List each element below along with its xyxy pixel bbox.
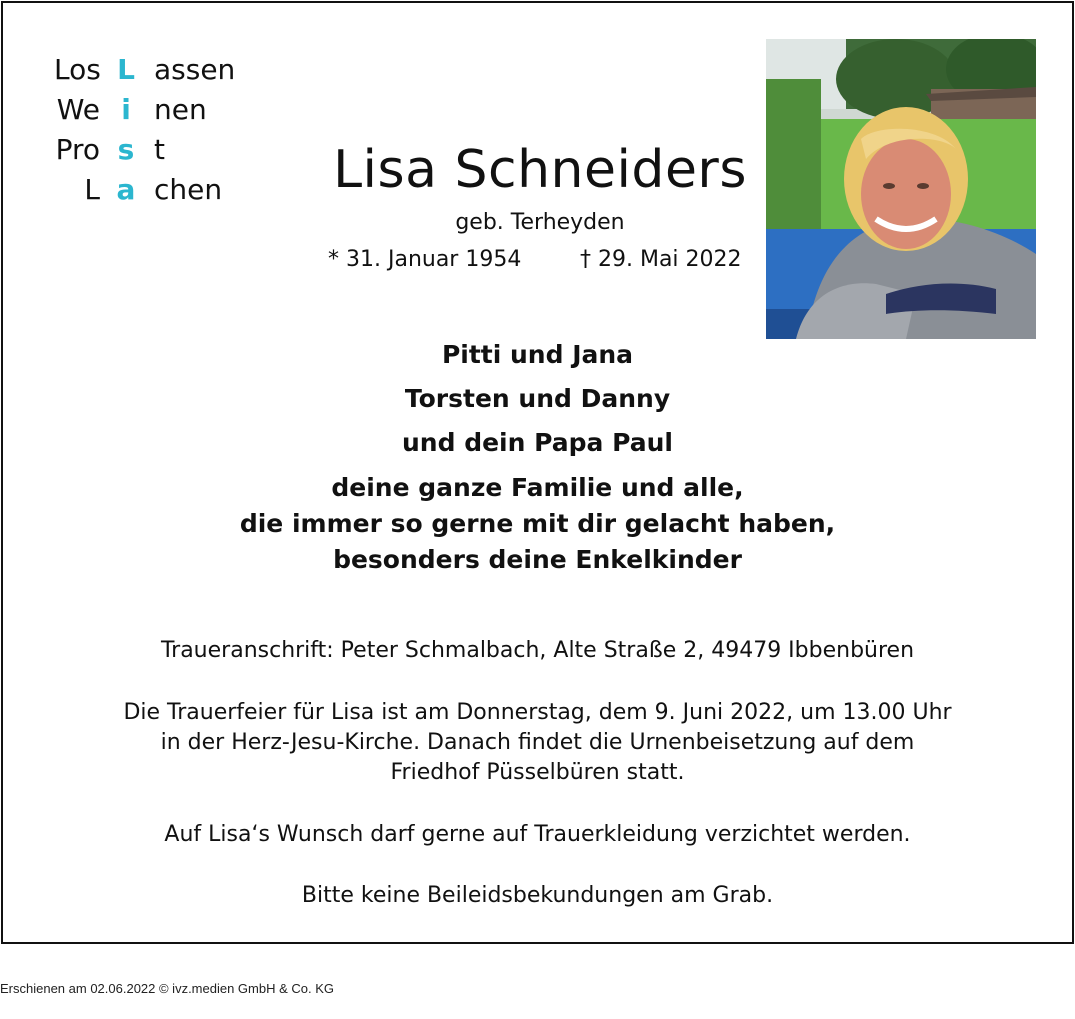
ceremony-line: Friedhof Püsselbüren statt. xyxy=(390,760,685,785)
acrostic-prefix: Pro xyxy=(55,133,100,166)
acrostic-prefix: We xyxy=(56,93,100,126)
mourner-line: und dein Papa Paul xyxy=(402,428,673,457)
no-condolences-note: Bitte keine Beileidsbekundungen am Grab. xyxy=(301,883,774,908)
acrostic-suffix: nen xyxy=(154,93,207,126)
mourner-line: Pitti und Jana xyxy=(441,340,634,369)
publication-footer: Erschienen am 02.06.2022 © ivz.medien GmbH & Co. KG xyxy=(0,981,335,996)
family-line: besonders deine Enkelkinder xyxy=(333,545,742,574)
acrostic-suffix: t xyxy=(154,133,165,166)
deceased-name: Lisa Schneiders xyxy=(333,140,747,200)
family-message xyxy=(0,470,1075,578)
birth-date: * 31. Januar 1954 xyxy=(328,247,522,272)
death-date: † 29. Mai 2022 xyxy=(580,247,742,272)
acrostic-prefix: L xyxy=(84,173,100,206)
acrostic-letter: L xyxy=(117,53,135,86)
acrostic-letter: a xyxy=(116,173,136,206)
acrostic-suffix: chen xyxy=(154,173,223,206)
acrostic-letter: s xyxy=(117,133,135,166)
acrostic-prefix: Los xyxy=(54,53,101,86)
maiden-name: geb. Terheyden xyxy=(455,210,625,235)
mourner-line: Torsten und Danny xyxy=(404,384,671,413)
family-line: deine ganze Familie und alle, xyxy=(331,473,744,502)
mourners-list xyxy=(0,333,1075,465)
portrait-photo xyxy=(766,39,1036,339)
acrostic-suffix: assen xyxy=(154,53,236,86)
ceremony-info xyxy=(0,698,1075,788)
ceremony-line: Die Trauerfeier für Lisa ist am Donnerstag, dem 9. Juni 2022, um 13.00 Uhr xyxy=(123,700,952,725)
ceremony-line: in der Herz-Jesu-Kirche. Danach findet die Urnenbeisetzung auf dem xyxy=(160,730,915,755)
family-line: die immer so gerne mit dir gelacht haben, xyxy=(239,509,836,538)
acrostic-letter: i xyxy=(121,93,131,126)
dress-code-note: Auf Lisa‘s Wunsch darf gerne auf Trauerkleidung verzichtet werden. xyxy=(164,822,911,847)
condolence-address: Traueranschrift: Peter Schmalbach, Alte Straße 2, 49479 Ibbenbüren xyxy=(160,638,915,663)
